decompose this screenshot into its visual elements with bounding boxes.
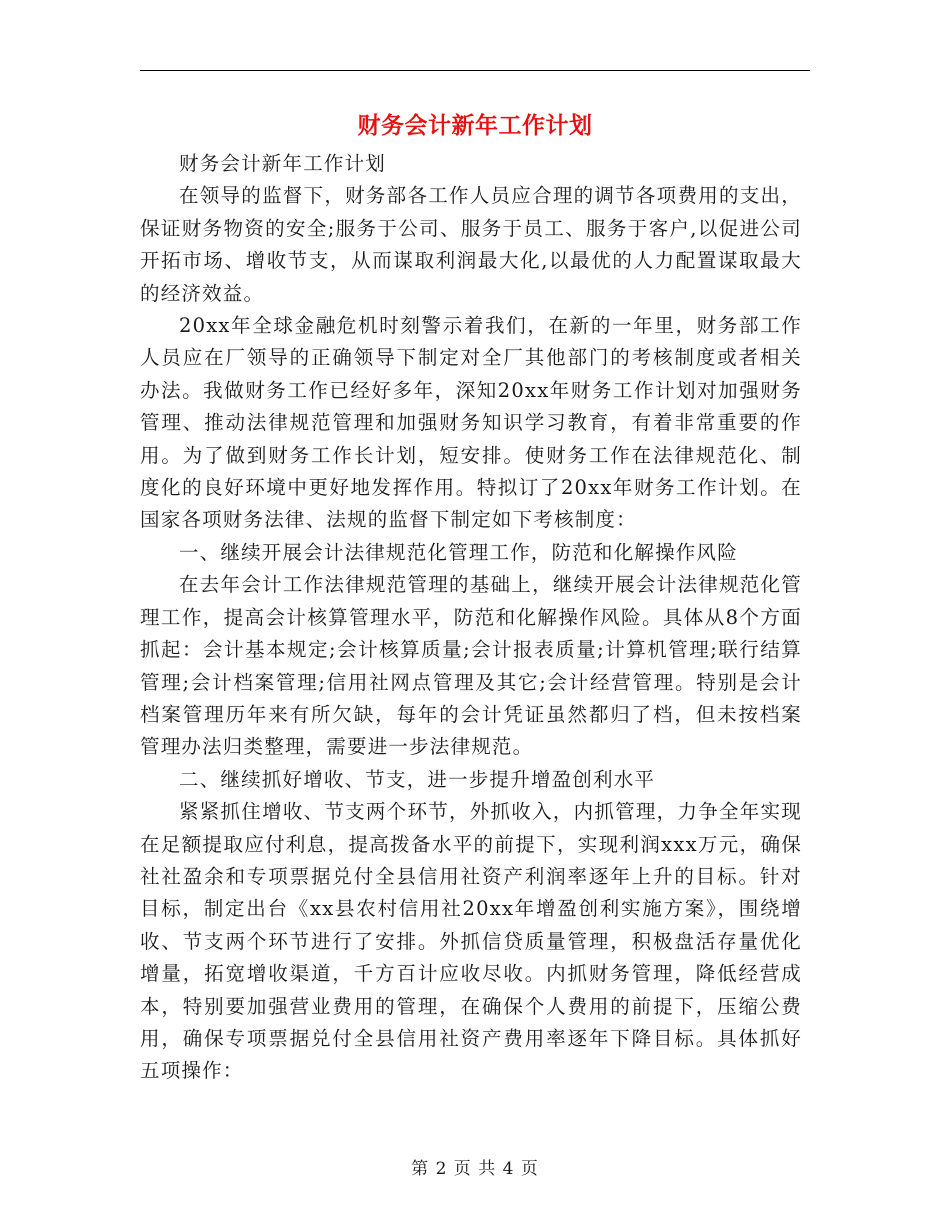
paragraph: 在领导的监督下，财务部各工作人员应合理的调节各项费用的支出，保证财务物资的安全;服务于公司、服务于员工、服务于客户,以促进公司开拓市场、增收节支，从而谋取利润最大化,以最优的人力配置谋取最大的经济效益。 xyxy=(140,184,802,305)
section-heading: 一、继续开展会计法律规范化管理工作，防范和化解操作风险 xyxy=(179,540,738,564)
paragraph: 在去年会计工作法律规范管理的基础上，继续开展会计法律规范化管理工作，提高会计核算管理水平，防范和化解操作风险。具体从8个方面抓起：会计基本规定;会计核算质量;会计报表质量;计算机管理;联行结算管理;会计档案管理;信用社网点管理及其它;会计经营管理。特别是会计档案管理历年来有所欠缺，每年的会计凭证虽然都归了档，但未按档案管理办法归类整理，需要进一步法律规范。 xyxy=(140,573,802,759)
paragraph: 紧紧抓住增收、节支两个环节，外抓收入，内抓管理，力争全年实现在足额提取应付利息，提高拨备水平的前提下，实现利润xxx万元，确保社社盈余和专项票据兑付全县信用社资产利润率逐年上升的目标。针对目标，制定出台《xx县农村信用社20xx年增盈创利实施方案》，围绕增收、节支两个环节进行了安排。外抓信贷质量管理，积极盘活存量优化增量，拓宽增收渠道，千方百计应收尽收。内抓财务管理，降低经营成本，特别要加强营业费用的管理，在确保个人费用的前提下，压缩公费用，确保专项票据兑付全县信用社资产费用率逐年下降目标。具体抓好五项操作： xyxy=(140,800,802,1083)
document-body xyxy=(140,148,802,1088)
paragraph-subtitle: 财务会计新年工作计划 xyxy=(179,152,387,175)
header-rule xyxy=(140,70,810,71)
page-number: 第 2 页 共 4 页 xyxy=(411,1159,539,1179)
document-title: 财务会计新年工作计划 xyxy=(357,112,593,139)
section-heading: 二、继续抓好增收、节支，进一步提升增盈创利水平 xyxy=(179,767,656,791)
paragraph: 20xx年全球金融危机时刻警示着我们，在新的一年里，财务部工作人员应在厂领导的正确领导下制定对全厂其他部门的考核制度或者相关办法。我做财务工作已经好多年，深知20xx年财务工作计划对加强财务管理、推动法律规范管理和加强财务知识学习教育，有着非常重要的作用。为了做到财务工作长计划，短安排。使财务工作在法律规范化、制度化的良好环境中更好地发挥作用。特拟订了20xx年财务工作计划。在国家各项财务法律、法规的监督下制定如下考核制度： xyxy=(140,314,802,532)
